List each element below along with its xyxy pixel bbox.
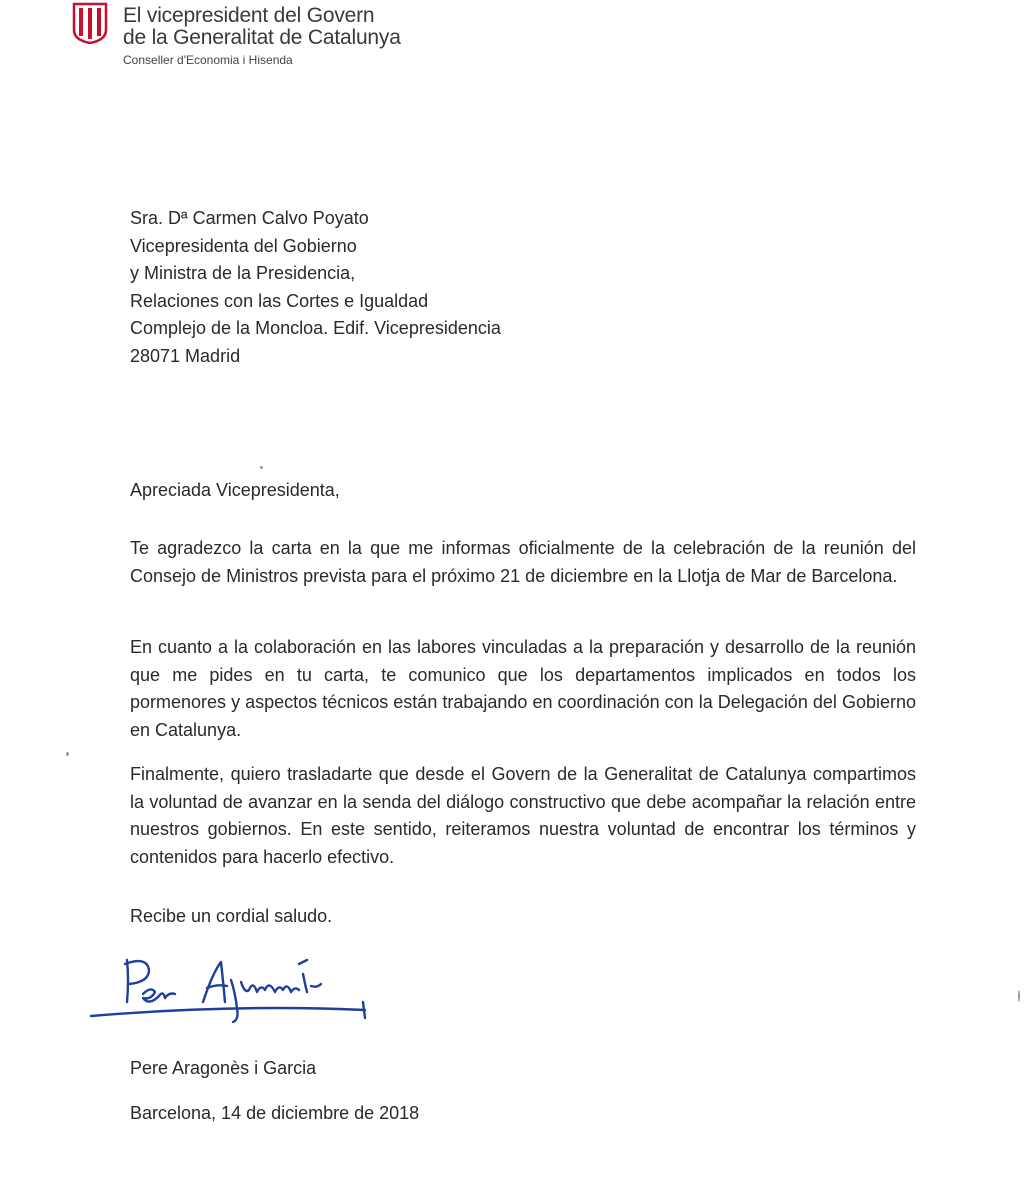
scan-speck [1018,990,1020,1002]
generalitat-logo [70,2,110,44]
date-line: Barcelona, 14 de diciembre de 2018 [130,1103,420,1123]
scan-speck [260,466,263,469]
paragraph-2: En cuanto a la colaboración en las labores vinculadas a la preparación y desarrollo de la reunión que me pides en tu carta, te comunico que los departamentos implicados en todos los pormenores y aspectos técnicos están trabajando en coordinación con la Delegación del Gobierno en Catalunya. [130,637,916,740]
handwritten-signature [85,950,385,1030]
scan-speck [66,752,69,756]
paragraph-1: Te agradezco la carta en la que me informas oficialmente de la celebración de la reunión del Consejo de Ministros prevista para el próximo 21 de diciembre en la Llotja de Mar de Barcelona. [130,538,916,586]
letterhead [70,2,490,72]
recipient-ministry: y Ministra de la Presidencia, [130,263,356,283]
recipient-title: Vicepresidenta del Gobierno [130,235,357,256]
recipient-name: Sra. Dª Carmen Calvo Poyato [130,208,369,228]
recipient-postcode-city: 28071 Madrid [130,345,241,366]
paragraph-3: Finalmente, quiero trasladarte que desde el Govern de la Generalitat de Catalunya compartimos la voluntad de avanzar en la senda del diálogo constructivo que debe acompañar la relación entre nuestros gobiernos. En este sentido, reiteramos nuestra voluntad de encontrar los términos y contenidos para hacerlo efectivo. [130,764,916,867]
recipient-ministry-cont: Relaciones con las Cortes e Igualdad [130,290,429,311]
signer-name: Pere Aragonès i Garcia [130,1058,317,1078]
letterhead-title-line2: de la Generalitat de Catalunya [123,26,401,49]
recipient-building: Complejo de la Moncloa. Edif. Vicepresidencia [130,318,501,338]
letterhead-title-line1: El vicepresident del Govern [123,4,375,27]
letterhead-department: Conseller d'Economia i Hisenda [123,53,293,67]
salutation: Apreciada Vicepresidenta, [130,480,340,500]
closing-line: Recibe un cordial saludo. [130,906,333,926]
recipient-address [130,205,501,370]
